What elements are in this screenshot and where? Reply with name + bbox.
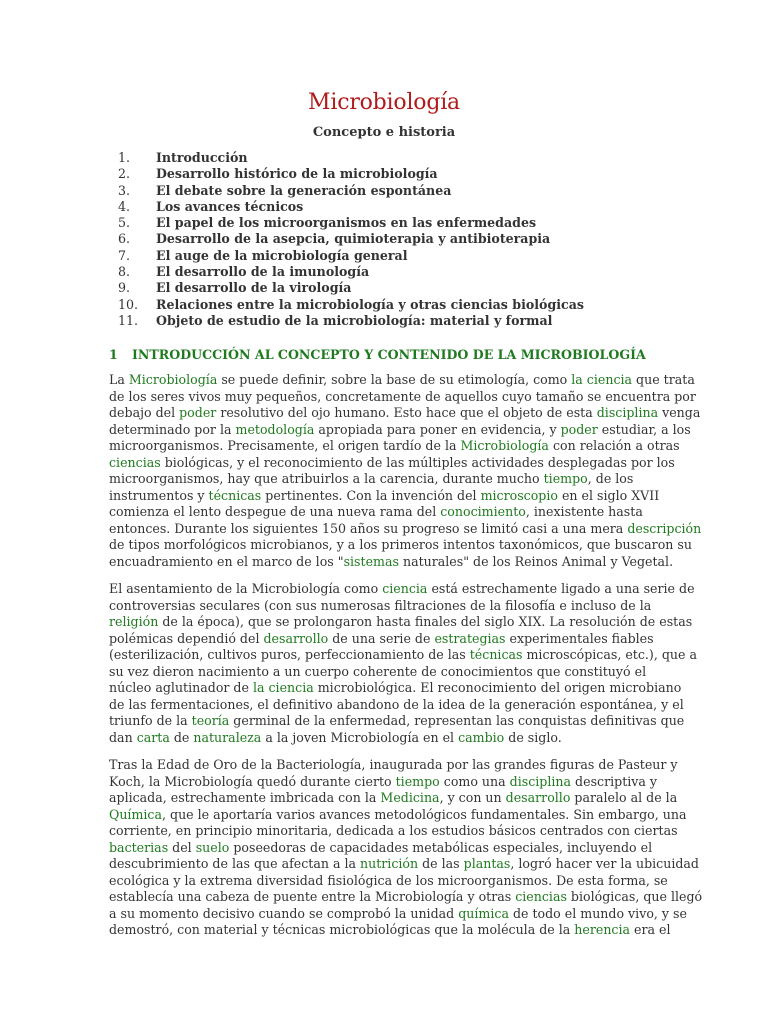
toc-item-number: 10. bbox=[118, 296, 139, 312]
inline-link[interactable]: sistemas bbox=[343, 553, 399, 569]
toc-item[interactable] bbox=[118, 215, 584, 231]
toc-item-number: 4. bbox=[118, 198, 131, 214]
text-run: polémicas dependió del bbox=[109, 630, 264, 646]
toc-item-label: El auge de la microbiología general bbox=[156, 247, 408, 263]
text-run: controversias seculares (con sus numerosas filtraciones de la filosofía e incluso de la bbox=[109, 597, 652, 613]
text-line bbox=[109, 823, 678, 840]
inline-link[interactable]: bacterias bbox=[109, 839, 169, 855]
text-line bbox=[109, 504, 665, 521]
text-line bbox=[109, 889, 703, 906]
text-run: de las bbox=[418, 856, 464, 871]
document-title: Microbiología bbox=[308, 90, 460, 115]
text-line bbox=[109, 581, 695, 598]
inline-link[interactable]: conocimiento bbox=[440, 504, 526, 519]
text-line bbox=[109, 421, 691, 439]
text-run: apropiada para poner en evidencia, y bbox=[314, 421, 561, 437]
text-line bbox=[109, 774, 665, 791]
text-run: biológicas, que llegó bbox=[566, 889, 703, 904]
body-text bbox=[109, 372, 703, 950]
inline-link[interactable]: química bbox=[458, 905, 509, 921]
text-run: estudiar, a los bbox=[597, 421, 691, 437]
inline-link[interactable]: ciencias bbox=[109, 454, 161, 470]
toc-item[interactable] bbox=[118, 150, 584, 166]
toc-item-label: Introducción bbox=[156, 150, 248, 165]
text-run: núcleo aglutinador de bbox=[109, 680, 253, 695]
toc-item-label: El papel de los microorganismos en las enfermedades bbox=[156, 215, 537, 231]
text-run: aplicada, estrechamente imbricada con la bbox=[109, 790, 381, 805]
text-run: , que le aportaría varios avances metodológicos fundamentales. Sin embargo, una bbox=[162, 806, 687, 822]
inline-link[interactable]: Microbiología bbox=[128, 372, 218, 387]
text-line bbox=[109, 471, 665, 488]
inline-link[interactable]: microscopio bbox=[480, 487, 558, 503]
toc-item[interactable] bbox=[118, 280, 584, 296]
inline-link[interactable]: estrategias bbox=[434, 630, 506, 646]
text-run: del bbox=[168, 839, 196, 855]
text-run: en el siglo XVII bbox=[557, 487, 660, 503]
toc-item-label: Objeto de estudio de la microbiología: material y formal bbox=[156, 312, 553, 328]
inline-link[interactable]: plantas bbox=[463, 856, 511, 871]
inline-link[interactable]: cambio bbox=[458, 729, 505, 745]
inline-link[interactable]: la ciencia bbox=[252, 680, 314, 695]
inline-link[interactable]: carta bbox=[136, 729, 170, 745]
toc-item[interactable] bbox=[118, 166, 584, 182]
text-run: pertinentes. Con la invención del bbox=[261, 487, 481, 503]
toc-item[interactable] bbox=[118, 297, 584, 313]
text-run: de todo el mundo vivo, y se bbox=[508, 905, 687, 921]
text-run: con relación a otras bbox=[548, 438, 680, 453]
text-run: establecía una cabeza de puente entre la Microbiología y otras bbox=[109, 889, 516, 904]
text-run: Koch, la Microbiología quedó durante cierto bbox=[109, 773, 396, 789]
section-heading bbox=[109, 347, 646, 362]
text-run: debajo del bbox=[109, 405, 180, 420]
text-run: microbiológica. El reconocimiento del origen microbiano bbox=[313, 680, 682, 695]
text-run: que trata bbox=[632, 372, 695, 387]
toc-item-label: Relaciones entre la microbiología y otras ciencias biológicas bbox=[156, 296, 584, 312]
text-line bbox=[109, 730, 665, 747]
text-run: de siglo. bbox=[504, 729, 562, 745]
toc-item-number: 8. bbox=[118, 264, 131, 280]
text-line bbox=[109, 713, 685, 730]
section-title: INTRODUCCIÓN AL CONCEPTO Y CONTENIDO DE LA MICROBIOLOGÍA bbox=[132, 347, 646, 362]
text-run: ecológica y la extrema diversidad fisiológica de los microorganismos. De esta forma, se bbox=[109, 872, 668, 888]
text-line bbox=[109, 405, 701, 422]
toc-item[interactable] bbox=[118, 199, 584, 215]
toc-item-number: 5. bbox=[118, 215, 131, 231]
inline-link[interactable]: técnicas bbox=[469, 647, 523, 662]
text-line bbox=[109, 806, 687, 824]
text-run: paralelo al de la bbox=[570, 790, 678, 805]
toc-item[interactable] bbox=[118, 313, 584, 329]
text-line bbox=[109, 757, 678, 774]
text-line bbox=[109, 614, 693, 631]
text-run: , de los bbox=[587, 471, 634, 486]
text-line bbox=[109, 520, 702, 538]
text-run: instrumentos y bbox=[109, 487, 209, 503]
text-line bbox=[109, 856, 699, 873]
inline-link[interactable]: Medicina bbox=[380, 790, 440, 805]
inline-link[interactable]: descripción bbox=[627, 520, 702, 536]
toc-item-number: 11. bbox=[118, 312, 139, 328]
text-run: demostró, con material y técnicas microbiológicas que la molécula de la bbox=[109, 922, 575, 937]
toc-item-number: 3. bbox=[118, 182, 131, 198]
table-of-contents bbox=[118, 150, 584, 329]
text-run: está estrechamente ligado a una serie de bbox=[427, 581, 695, 596]
toc-item[interactable] bbox=[118, 231, 584, 247]
text-run: El asentamiento de la Microbiología como bbox=[109, 581, 383, 596]
text-run: dan bbox=[109, 729, 137, 745]
text-run: como una bbox=[439, 773, 510, 789]
toc-item[interactable] bbox=[118, 248, 584, 264]
toc-item-number: 9. bbox=[118, 280, 131, 296]
toc-item-number: 6. bbox=[118, 231, 131, 247]
text-line bbox=[109, 372, 695, 389]
inline-link[interactable]: religión bbox=[109, 614, 159, 629]
inline-link[interactable]: tiempo bbox=[543, 471, 588, 486]
text-run: se puede definir, sobre la base de su etimología, como bbox=[217, 372, 572, 387]
text-run: venga bbox=[658, 405, 701, 420]
toc-item-label: El desarrollo de la imunología bbox=[156, 264, 370, 280]
text-run: a la joven Microbiología en el bbox=[261, 729, 459, 745]
inline-link[interactable]: Microbiología bbox=[460, 438, 549, 453]
text-run: microorganismos. Precisamente, el origen tardío de la bbox=[109, 438, 461, 453]
toc-item-label: El desarrollo de la virología bbox=[156, 280, 352, 296]
text-run: Tras la Edad de Oro de la Bacteriología, inaugurada por las grandes figuras de Pasteur y bbox=[109, 757, 678, 772]
text-run: , inexistente hasta bbox=[525, 504, 643, 519]
text-run: La bbox=[109, 372, 129, 387]
text-line bbox=[109, 598, 665, 615]
text-run: microscópicas, etc.), que a bbox=[522, 647, 697, 662]
text-line bbox=[109, 922, 671, 939]
text-run: determinado por la bbox=[109, 421, 236, 437]
text-line bbox=[109, 664, 665, 681]
toc-item-label: Desarrollo de la asepcia, quimioterapia y antibioterapia bbox=[156, 231, 551, 247]
text-run: de tipos morfológicos microbianos, y a los primeros intentos taxonómicos, que buscaron su bbox=[109, 537, 692, 552]
inline-link[interactable]: Química bbox=[109, 806, 162, 822]
text-line bbox=[109, 488, 665, 505]
text-line bbox=[109, 872, 668, 890]
text-run: entonces. Durante los siguientes 150 años su progreso se limitó casi a una mera bbox=[109, 520, 628, 536]
text-line bbox=[109, 631, 665, 648]
toc-item-label: Desarrollo histórico de la microbiología bbox=[156, 166, 438, 182]
paragraph bbox=[109, 372, 702, 570]
toc-item-number: 2. bbox=[118, 166, 131, 182]
text-run: (esterilización, cultivos puros, perfeccionamiento de las bbox=[109, 647, 470, 662]
paragraph bbox=[109, 581, 697, 746]
text-run: , logró hacer ver la ubicuidad bbox=[510, 856, 699, 871]
text-run: de las fermentaciones, el definitivo abandono de la idea de la generación espontánea, y el bbox=[109, 696, 684, 712]
text-line bbox=[109, 537, 692, 554]
inline-link[interactable]: metodología bbox=[235, 421, 315, 437]
text-run: , y con un bbox=[439, 790, 506, 805]
text-run: poseedoras de capacidades metabólicas especiales, incluyendo el bbox=[229, 839, 653, 855]
paragraph bbox=[109, 757, 703, 939]
text-run: era el bbox=[630, 922, 671, 937]
toc-item-number: 1. bbox=[118, 150, 131, 165]
text-run: su vez dieron nacimiento a un cuerpo coherente de conocimientos que constituyó el bbox=[109, 663, 647, 679]
inline-link[interactable]: desarrollo bbox=[263, 630, 329, 646]
text-run: corriente, en principio minoritaria, dedicada a los estudios básicos centrados con ciertas bbox=[109, 823, 678, 838]
text-run: de una serie de bbox=[328, 630, 435, 646]
inline-link[interactable]: ciencias bbox=[515, 889, 567, 904]
text-run: de la época), que se prolongaron hasta finales del siglo XIX. La resolución de estas bbox=[158, 614, 693, 629]
text-line bbox=[109, 647, 697, 664]
inline-link[interactable]: tiempo bbox=[395, 773, 440, 789]
inline-link[interactable]: técnicas bbox=[208, 487, 262, 503]
inline-link[interactable]: disciplina bbox=[596, 405, 659, 420]
text-run: germinal de la enfermedad, representan las conquistas definitivas que bbox=[229, 713, 685, 728]
inline-link[interactable]: ciencia bbox=[382, 581, 428, 596]
text-run: experimentales fiables bbox=[505, 630, 654, 646]
text-run: biológicas, y el reconocimiento de las múltiples actividades desplegadas por los bbox=[160, 454, 675, 470]
text-run: comienza el lento despegue de una nueva rama del bbox=[109, 504, 441, 519]
text-line bbox=[109, 840, 665, 857]
text-line bbox=[109, 553, 674, 571]
text-line bbox=[109, 680, 682, 697]
inline-link[interactable]: herencia bbox=[574, 922, 631, 937]
inline-link[interactable]: disciplina bbox=[509, 773, 572, 789]
text-run: a su momento decisivo cuando se comprobó la unidad bbox=[109, 905, 459, 921]
text-run: resolutivo del ojo humano. Esto hace que el objeto de esta bbox=[216, 405, 597, 420]
inline-link[interactable]: teoría bbox=[191, 713, 230, 728]
text-line bbox=[109, 388, 696, 406]
toc-item-label: Los avances técnicos bbox=[156, 198, 304, 214]
inline-link[interactable]: poder bbox=[179, 405, 217, 420]
section-number: 1 bbox=[109, 347, 118, 362]
text-line bbox=[109, 454, 675, 472]
text-run: descriptiva y bbox=[571, 773, 658, 789]
toc-item-label: El debate sobre la generación espontánea bbox=[156, 182, 452, 198]
text-line bbox=[109, 696, 684, 714]
toc-item[interactable] bbox=[118, 264, 584, 280]
inline-link[interactable]: naturaleza bbox=[193, 729, 262, 745]
inline-link[interactable]: suelo bbox=[195, 839, 230, 855]
inline-link[interactable]: la ciencia bbox=[571, 372, 633, 387]
text-run: de bbox=[169, 729, 194, 745]
text-run: encuadramiento en el marco de los " bbox=[109, 553, 344, 569]
document-subtitle: Concepto e historia bbox=[312, 125, 456, 140]
inline-link[interactable]: poder bbox=[560, 421, 598, 437]
text-run: triunfo de la bbox=[109, 713, 192, 728]
toc-item[interactable] bbox=[118, 183, 584, 199]
toc-item-number: 7. bbox=[118, 247, 131, 263]
inline-link[interactable]: nutrición bbox=[360, 856, 419, 871]
text-run: descubrimiento de las que afectan a la bbox=[109, 856, 360, 871]
text-line bbox=[109, 790, 678, 807]
text-run: de los seres vivos muy pequeños, concretamente de aquellos cuyo tamaño se encuentra por bbox=[109, 388, 696, 404]
inline-link[interactable]: desarrollo bbox=[505, 790, 571, 805]
text-run: naturales" de los Reinos Animal y Vegetal. bbox=[398, 553, 674, 569]
text-run: microorganismos, hay que atribuirlos a la carencia, durante mucho bbox=[109, 471, 544, 486]
text-line bbox=[109, 438, 680, 455]
text-line bbox=[109, 905, 687, 923]
